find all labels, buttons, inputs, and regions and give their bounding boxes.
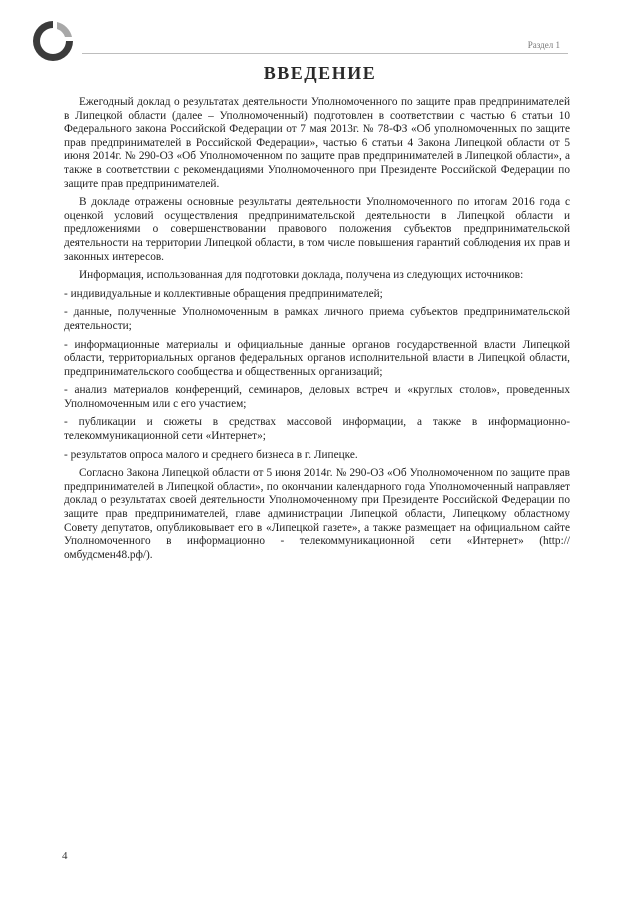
paragraph-results: В докладе отражены основные результаты деятельности Уполномоченного по итогам 2016 года с оценкой условий осуществления предпринимательской деятельности в Липецкой области и предложениями о совершенствовании правового положения субъектов предпринимательской деятельности на территории Липецкой области, в том числе повышения гарантий соблюдения их прав и законных интересов. bbox=[64, 196, 570, 263]
logo bbox=[30, 18, 76, 64]
source-item: - индивидуальные и коллективные обращения предпринимателей; bbox=[64, 287, 383, 300]
paragraph-intro: Ежегодный доклад о результатах деятельности Уполномоченного по защите прав предпринимателей в Липецкой области (далее – Уполномоченный) подготовлен в соответствии с частью 6 статьи 10 Федерального закона Российской Федерации от 7 мая 2013г. № 78-ФЗ «Об уполномоченных по защите прав предпринимателей в Российской Федерации», частью 6 статьи 4 Закона Липецкой области от 5 июня 2014г. № 290-ОЗ «Об Уполномоченном по защите прав предпринимателей в Липецкой области», а также в соответствии с рекомендациями Уполномоченного при Президенте Российской Федерации по защите прав предпринимателей. bbox=[64, 96, 570, 190]
header-rule bbox=[82, 53, 568, 54]
paragraph-closing: Согласно Закона Липецкой области от 5 июня 2014г. № 290-ОЗ «Об Уполномоченном по защите прав предпринимателей в Липецкой области», по окончании календарного года Уполномоченный направляет доклад о результатах своей деятельности Уполномоченному при Президенте Российской Федерации по защите прав предпринимателей, главе администрации Липецкой области, Липецкому областному Совету депутатов, опубликовывает его в «Липецкой газете», а также размещает на официальном сайте Уполномоченного в информационно - телекоммуникационной сети «Интернет» (http://омбудсмен48.рф/). bbox=[64, 467, 570, 561]
emblem-light-arc bbox=[57, 22, 72, 37]
section-label: Раздел 1 bbox=[527, 40, 560, 50]
paragraph-sources-lead: Информация, использованная для подготовки доклада, получена из следующих источников: bbox=[79, 269, 524, 282]
page-number: 4 bbox=[62, 850, 68, 862]
ombudsman-emblem-icon bbox=[30, 18, 76, 64]
source-item: - публикации и сюжеты в средствах массовой информации, а также в информационно-телекоммуникационной сети «Интернет»; bbox=[64, 416, 570, 443]
emblem-dark-arc bbox=[33, 21, 73, 61]
source-item: - информационные материалы и официальные данные органов государственной власти Липецкой области, территориальных органов федеральных органов исполнительной власти в Липецкой области, предпринимательского сообщества и общественных организаций; bbox=[64, 338, 570, 378]
source-item: - результатов опроса малого и среднего бизнеса в г. Липецке. bbox=[64, 448, 358, 461]
page-title: ВВЕДЕНИЕ bbox=[263, 63, 377, 83]
source-item: - данные, полученные Уполномоченным в рамках личного приема субъектов предпринимательской деятельности; bbox=[64, 306, 570, 332]
document-body bbox=[64, 96, 570, 567]
source-item: - анализ материалов конференций, семинаров, деловых встреч и «круглых столов», проведенных Уполномоченным или с его участием; bbox=[64, 384, 570, 410]
